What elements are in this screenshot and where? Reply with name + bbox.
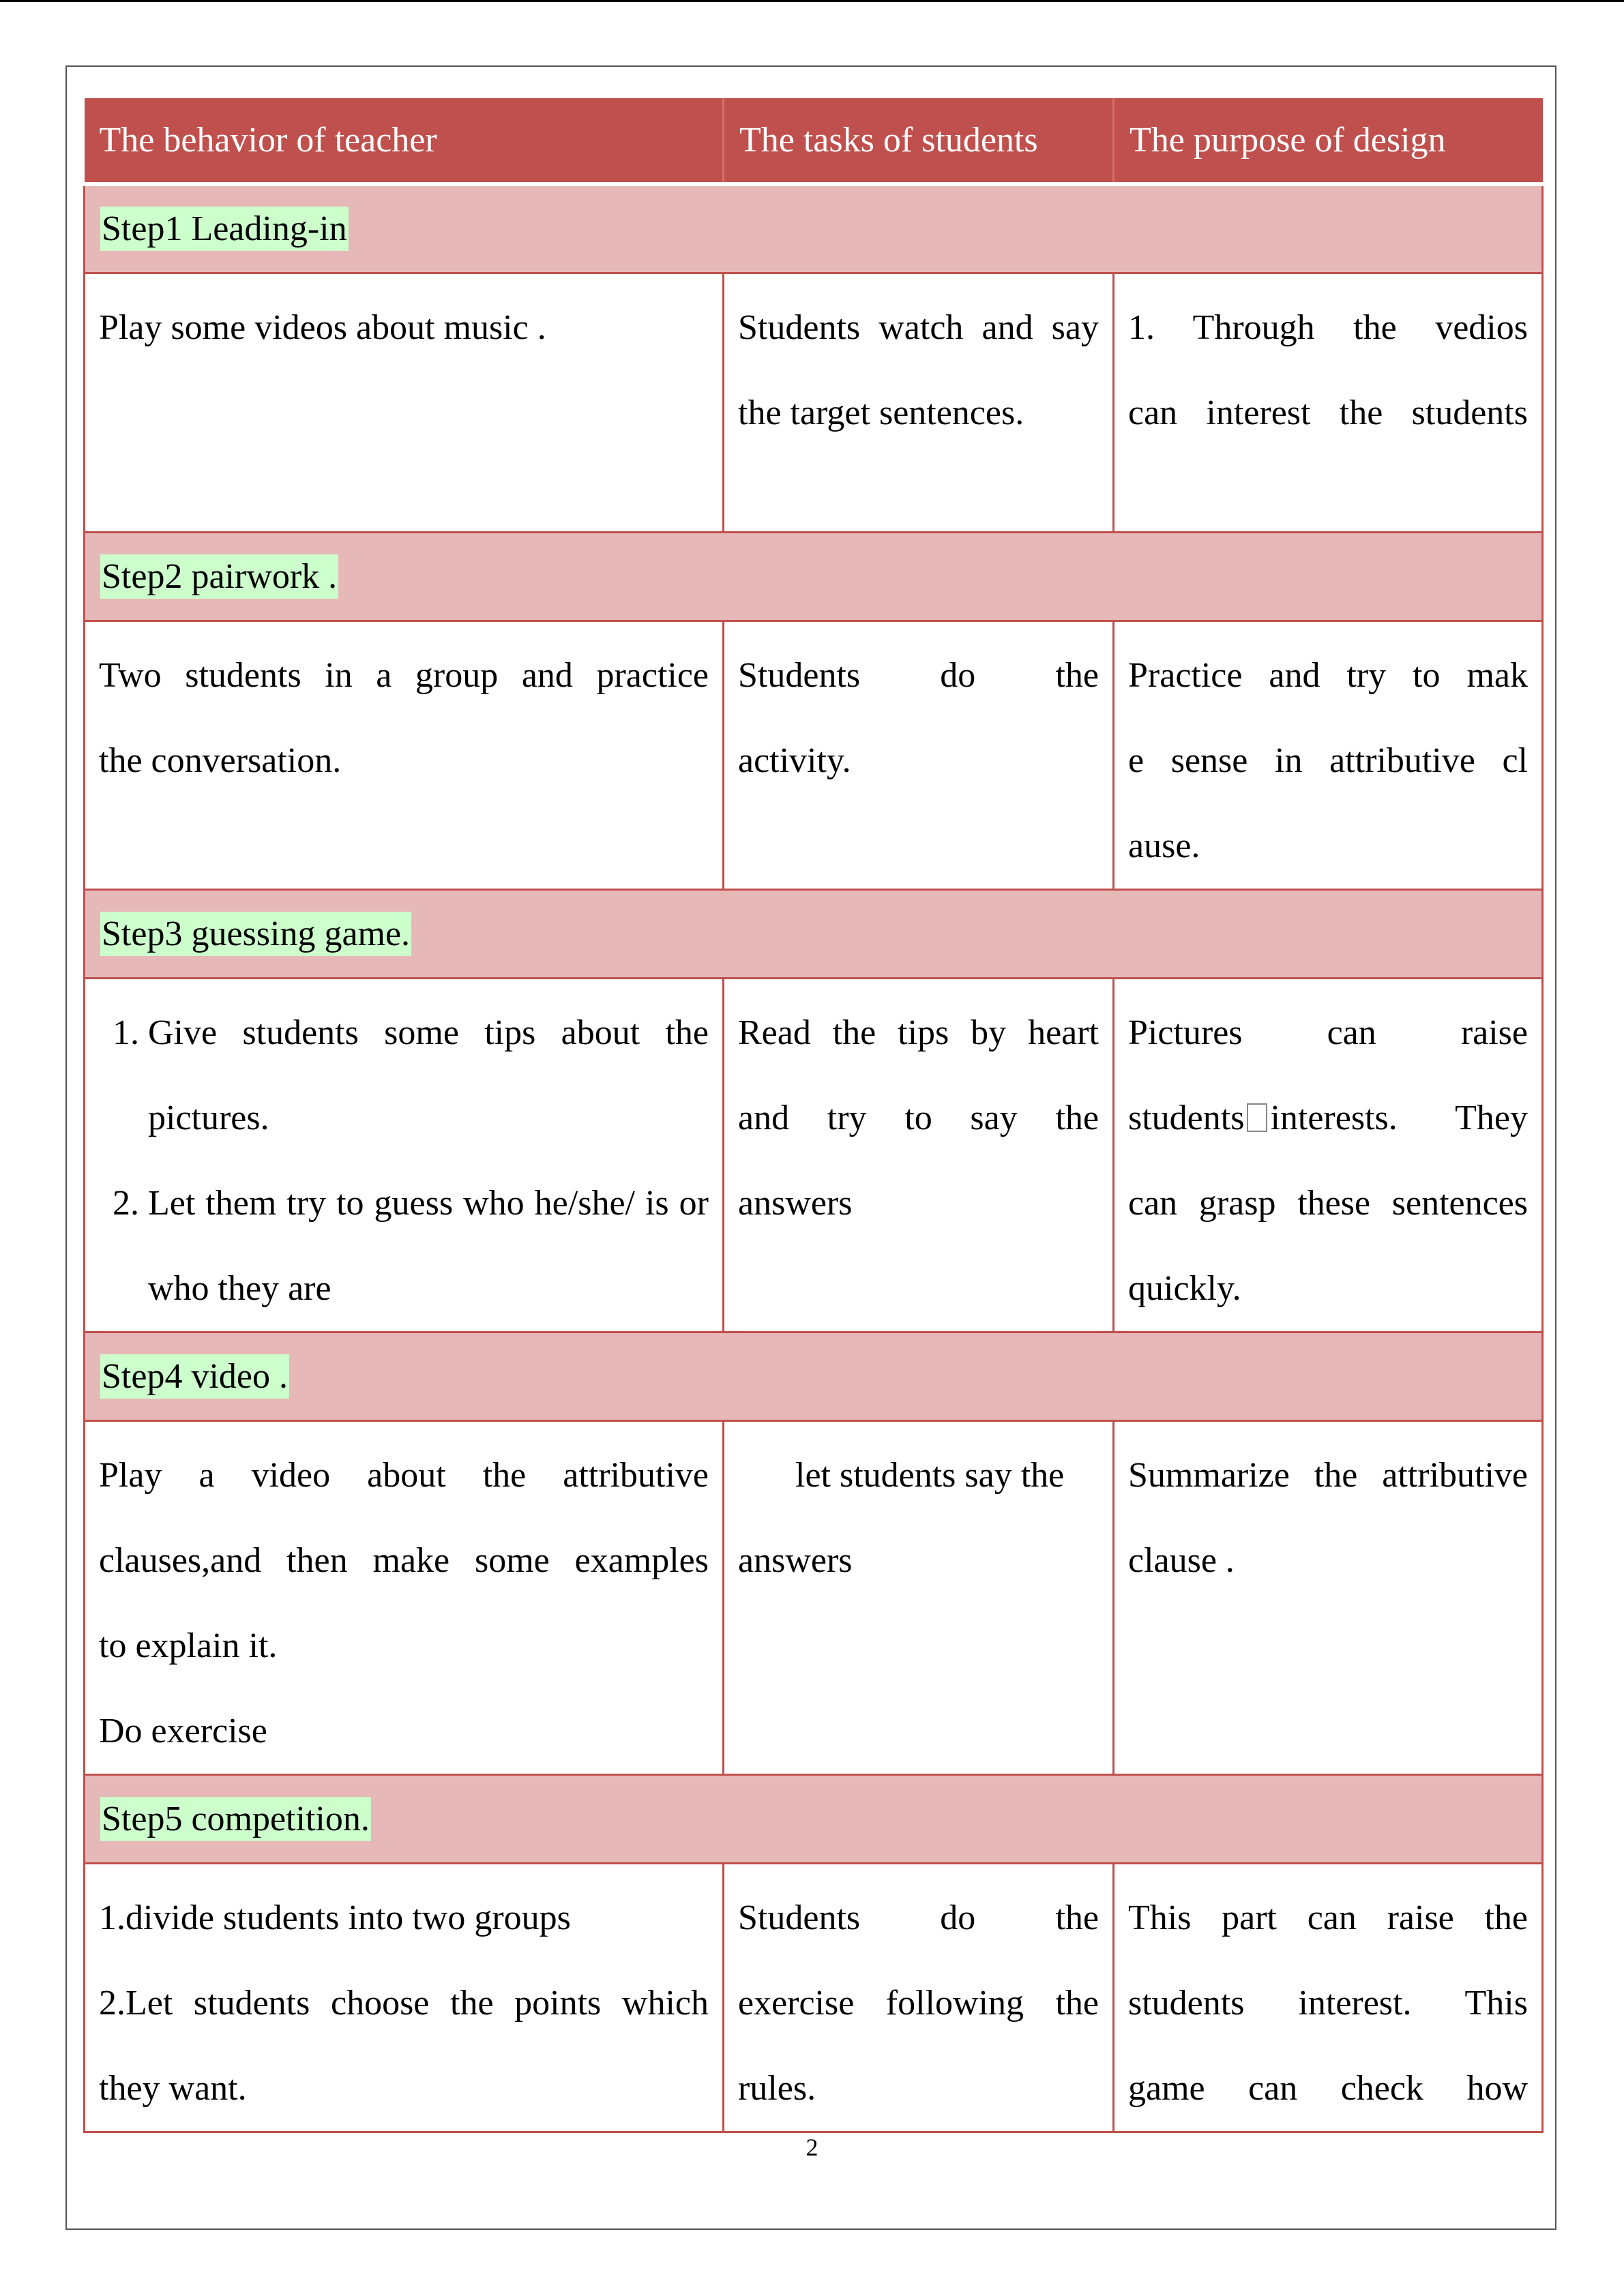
purpose-line: 1. Through the vedios [1128, 308, 1528, 347]
teacher-cell [85, 1863, 724, 2132]
step-cell [85, 1774, 1543, 1863]
step-cell [85, 889, 1543, 978]
purpose-line: Practice and try to mak [1128, 655, 1528, 695]
purpose-line: ause. [1128, 826, 1200, 865]
students-line: Students do the [738, 655, 1099, 695]
purpose-cell [1114, 621, 1543, 889]
purpose-cell [1114, 1420, 1543, 1774]
students-line: Students do the [738, 1898, 1099, 1937]
purpose-line: quickly. [1128, 1268, 1241, 1308]
lesson-plan-table [83, 98, 1544, 2133]
header-student-tasks: The tasks of students [724, 98, 1114, 184]
header-design-purpose: The purpose of design [1114, 98, 1543, 184]
step-row-1 [85, 184, 1543, 273]
page-number: 2 [806, 2134, 818, 2161]
students-cell [724, 1863, 1114, 2132]
step-row-2 [85, 532, 1543, 621]
students-cell [724, 978, 1114, 1332]
students-line: exercise following the [738, 1983, 1099, 2023]
purpose-word: interests. They [1270, 1098, 1528, 1137]
step-label: Step3 guessing game. [100, 912, 411, 956]
step-cell [85, 532, 1543, 621]
students-line: Read the tips by heart [738, 1013, 1099, 1052]
top-rule [0, 0, 1624, 2]
step-row-5 [85, 1774, 1543, 1863]
purpose-word: students [1128, 1098, 1245, 1137]
purpose-cell [1114, 1863, 1543, 2132]
teacher-line: Play some videos about music . [99, 308, 546, 347]
step-row-4 [85, 1332, 1543, 1420]
purpose-line: This part can raise the [1128, 1898, 1528, 1937]
content-row-1 [85, 273, 1543, 532]
step-label: Step5 competition. [100, 1797, 371, 1841]
purpose-line: e sense in attributive cl [1128, 741, 1528, 780]
header-teacher-behavior: The behavior of teacher [85, 98, 724, 184]
purpose-line [1128, 1075, 1528, 1161]
purpose-line: can grasp these sentences [1128, 1183, 1528, 1223]
purpose-line: game can check how [1128, 2068, 1528, 2108]
step-cell [85, 184, 1543, 273]
teacher-line: to explain it. [99, 1626, 278, 1665]
purpose-line: students interest. This [1128, 1983, 1528, 2023]
teacher-line: 1.divide students into two groups [99, 1898, 571, 1937]
teacher-cell [85, 1420, 724, 1774]
students-cell [724, 273, 1114, 532]
students-line: answers [738, 1540, 853, 1580]
teacher-tips-list [99, 990, 709, 1331]
table-header-row [85, 98, 1543, 184]
list-item: 2. Let them try to guess who he/she/ is or who they are [148, 1161, 709, 1331]
purpose-line: Summarize the attributive [1128, 1455, 1528, 1495]
teacher-line: the conversation. [99, 741, 342, 780]
students-line: and try to say the [738, 1098, 1099, 1137]
students-cell [724, 1420, 1114, 1774]
students-line: rules. [738, 2068, 816, 2108]
teacher-line: they want. [99, 2068, 247, 2108]
purpose-line: can interest the students [1128, 393, 1528, 432]
step-label: Step2 pairwork . [100, 554, 338, 599]
students-line: activity. [738, 741, 851, 780]
content-row-5 [85, 1863, 1543, 2132]
purpose-line: Pictures can raise [1128, 1013, 1528, 1052]
students-line: answers [738, 1183, 853, 1223]
students-line: the target sentences. [738, 393, 1024, 432]
teacher-line: Do exercise [99, 1711, 267, 1750]
list-item: 1. Give students some tips about the pictures. [148, 990, 709, 1161]
content-row-4 [85, 1420, 1543, 1774]
content-row-3 [85, 978, 1543, 1332]
students-line: let students say the [795, 1455, 1065, 1495]
teacher-cell [85, 273, 724, 532]
students-line: Students watch and say [738, 308, 1099, 347]
step-label: Step1 Leading-in [100, 207, 349, 251]
students-cell [724, 621, 1114, 889]
teacher-line: Play a video about the attributive [99, 1455, 709, 1495]
step-cell [85, 1332, 1543, 1420]
step-row-3 [85, 889, 1543, 978]
teacher-line: clauses,and then make some examples [99, 1540, 709, 1580]
content-row-2 [85, 621, 1543, 889]
purpose-line: clause . [1128, 1540, 1235, 1580]
teacher-line: Two students in a group and practice [99, 655, 709, 695]
teacher-line: 2.Let students choose the points which [99, 1983, 709, 2023]
missing-glyph-icon [1247, 1103, 1267, 1132]
teacher-cell [85, 621, 724, 889]
step-label: Step4 video . [100, 1354, 289, 1399]
purpose-cell [1114, 978, 1543, 1332]
teacher-cell [85, 978, 724, 1332]
purpose-cell [1114, 273, 1543, 532]
